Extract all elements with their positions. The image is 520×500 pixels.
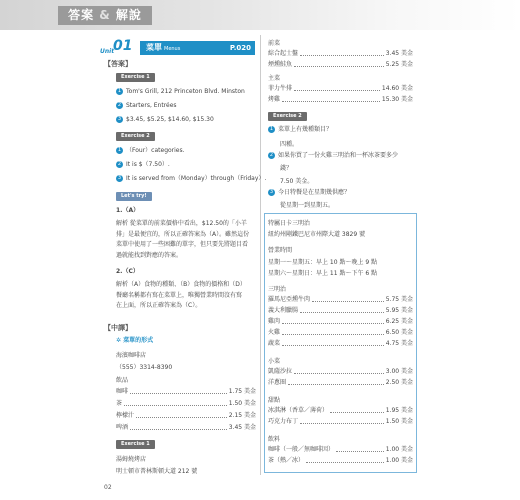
unit-number-tag xyxy=(100,38,140,56)
sides-heading: 小菜 xyxy=(268,358,281,365)
ex2-answer-1 xyxy=(116,146,185,155)
right-q3-answer: 從星期一到星期五。 xyxy=(280,202,335,209)
lets-try-q2-label: 2.（C） xyxy=(116,268,139,275)
right-q3 xyxy=(268,188,350,197)
menu-row xyxy=(268,60,413,69)
ex2-answer-2 xyxy=(116,160,170,169)
number-1-icon: 1 xyxy=(117,147,122,153)
column-divider xyxy=(260,35,261,475)
dot-leader xyxy=(300,49,384,56)
sandwich-heading: 三明治 xyxy=(268,286,287,293)
number-2-icon: 2 xyxy=(117,161,122,167)
menu-item-price: 1.95 美金 xyxy=(385,407,413,414)
drinks-heading-right: 飲料 xyxy=(268,436,281,443)
right-q3-text: 今日特餐是在星期幾供應？ xyxy=(278,189,351,196)
section-title xyxy=(58,6,152,25)
dot-leader xyxy=(136,411,227,418)
gear-icon: ✲ xyxy=(116,337,124,344)
menu-item-name: 火雞 xyxy=(268,329,281,336)
ex1-answer-1-text: Tom's Grill, 212 Princeton Blvd. Minston xyxy=(126,88,245,95)
q2-line-3: 在上面，所以正確答案為（C）。 xyxy=(116,302,202,309)
right-q2-text-b: 錢？ xyxy=(280,165,293,172)
menu-row xyxy=(268,339,413,348)
dot-leader xyxy=(282,317,384,324)
lets-try-q1-explanation xyxy=(116,219,256,261)
dot-leader xyxy=(294,84,380,91)
number-3-icon: 3 xyxy=(117,116,122,122)
menu-item-name: 菲力牛排 xyxy=(268,85,293,92)
menu-row xyxy=(116,399,256,408)
translation-heading-text: 菜單的形式 xyxy=(123,337,154,344)
menu-row xyxy=(268,456,413,465)
menu-item-price: 1.00 美金 xyxy=(385,457,413,464)
menu-item-price: 14.60 美金 xyxy=(381,85,413,92)
menu-item-price: 3.00 美金 xyxy=(385,368,413,375)
translation-label: 【中譯】 xyxy=(104,324,132,332)
number-1-icon: 1 xyxy=(269,126,274,132)
page-number: 02 xyxy=(104,484,112,491)
menu-row xyxy=(268,84,413,93)
unit-page-ref: P.020 xyxy=(229,44,251,52)
menu-row xyxy=(268,328,413,337)
ex1-answer-1 xyxy=(116,87,245,96)
dot-leader xyxy=(294,60,384,67)
menu-row xyxy=(268,95,413,104)
dot-leader xyxy=(294,367,384,374)
dot-leader xyxy=(130,423,227,430)
q1-line-3: 菜單中使用了一些困難的單字，但只要先將題目看 xyxy=(116,241,249,248)
menu-item-name: 義大利臘腸 xyxy=(268,307,299,314)
dot-leader xyxy=(330,406,384,413)
title-ampersand: & xyxy=(99,8,111,22)
menu-item-name: 咖啡（一般／無咖啡因） xyxy=(268,446,335,453)
menu-item-price: 2.15 美金 xyxy=(228,412,256,419)
number-2-icon: 2 xyxy=(269,152,274,158)
right-q1-text: 菜單上有幾種類目？ xyxy=(278,126,333,133)
hours-weekend: 星期六～星期日：早上 11 點～下午 6 點 xyxy=(268,270,378,277)
menu-item-price: 5.75 美金 xyxy=(385,296,413,303)
unit-title xyxy=(146,41,180,56)
ex2-answer-2-text: It is $（7.50）. xyxy=(126,161,170,168)
q1-line-1: 解析 從菜單的前菜價格中看出，$12.50的「小羊 xyxy=(116,220,247,227)
title-answers: 答案 xyxy=(68,8,95,22)
menu-item-name: 洋蔥圈 xyxy=(268,379,287,386)
dot-leader xyxy=(300,306,384,313)
menu-item-price: 1.50 美金 xyxy=(385,418,413,425)
menu-item-name: 煙燻鮭魚 xyxy=(268,61,293,68)
dot-leader xyxy=(282,328,384,335)
hours-weekday: 星期一～星期五：早上 10 點～晚上 9 點 xyxy=(268,259,378,266)
menu-item-name: 凱薩沙拉 xyxy=(268,368,293,375)
menu-item-price: 1.00 美金 xyxy=(385,446,413,453)
restaurant-phone: （555）3314-8390 xyxy=(116,364,173,371)
dot-leader xyxy=(306,456,384,463)
menu-item-price: 15.30 美金 xyxy=(381,96,413,103)
menu-item-price: 1.50 美金 xyxy=(228,400,256,407)
right-q2-text-a: 如果你買了一份火雞三明治和一杯冰茶要多少 xyxy=(278,152,399,159)
translation-exercise1-tag: Exercise 1 xyxy=(116,440,155,449)
q2-line-1: 解析（A）食物的種類、（B）食物的價格和（D） xyxy=(116,281,246,288)
dot-leader xyxy=(336,445,384,452)
drinks-heading: 飲品 xyxy=(116,377,129,384)
unit-title-en: Menus xyxy=(164,46,181,52)
menu-item-price: 1.75 美金 xyxy=(228,388,256,395)
right-exercise2-tag: Exercise 2 xyxy=(268,112,307,121)
menu-item-price: 3.45 美金 xyxy=(228,424,256,431)
menu-item-name: 茶（熱／冰） xyxy=(268,457,305,464)
lets-try-tag: Let's try! xyxy=(116,192,152,201)
menu-row xyxy=(268,367,413,376)
hours-heading: 營業時間 xyxy=(268,247,293,254)
dot-leader xyxy=(124,399,227,406)
menu-row xyxy=(268,417,413,426)
menu-item-price: 5.95 美金 xyxy=(385,307,413,314)
right-q2 xyxy=(268,151,398,160)
menu-item-price: 2.50 美金 xyxy=(385,379,413,386)
menu-item-name: 咖啡 xyxy=(116,388,129,395)
unit-title-zh: 菜單 xyxy=(146,43,162,52)
menu-item-price: 3.45 美金 xyxy=(385,50,413,57)
page-header xyxy=(0,0,520,30)
ex1-restaurant-address: 明士頓市普林斯頓大道 212 號 xyxy=(116,468,198,475)
ex2-answer-1-text: （Four）categories. xyxy=(126,147,185,154)
deli-address: 紐約州剛鐵巴尼市州際大道 3829 號 xyxy=(268,231,366,238)
menu-item-name: 綜合起士盤 xyxy=(268,50,299,57)
menu-row xyxy=(268,317,413,326)
exercise1-tag: Exercise 1 xyxy=(116,73,155,82)
right-q1 xyxy=(268,125,332,134)
dot-leader xyxy=(282,339,384,346)
unit-word: Unit xyxy=(100,48,115,55)
answers-label: 【答案】 xyxy=(104,60,132,68)
deli-name: 特屬日卡三明治 xyxy=(268,220,311,227)
menu-row xyxy=(116,411,256,420)
menu-item-name: 巧克力布丁 xyxy=(268,418,299,425)
right-q1-answer: 四種。 xyxy=(280,141,299,148)
ex2-answer-3 xyxy=(116,174,266,183)
ex1-answer-2 xyxy=(116,101,177,110)
unit-banner xyxy=(100,38,255,55)
dot-leader xyxy=(130,387,227,394)
ex2-answer-3-text: It is served from（Monday）through（Friday）. xyxy=(126,175,267,182)
menu-item-price: 4.75 美金 xyxy=(385,340,413,347)
desserts-heading: 甜點 xyxy=(268,397,281,404)
restaurant-name: 海濱咖啡店 xyxy=(116,352,147,359)
number-1-icon: 1 xyxy=(117,88,122,94)
q1-line-4: 過就能找到對應的答案。 xyxy=(116,251,183,259)
menu-row xyxy=(268,406,413,415)
menu-item-name: 啤酒 xyxy=(116,424,129,431)
menu-item-name: 雞肉 xyxy=(268,318,281,325)
ex1-answer-3-text: $3.45, $5.25, $14.60, $15.30 xyxy=(126,116,214,123)
menu-row xyxy=(268,49,413,58)
menu-row xyxy=(268,306,413,315)
menu-item-name: 檸檬汁 xyxy=(116,412,135,419)
q2-line-2: 餐廳名稱都有寫在菜單上，唯獨營業時間沒有寫 xyxy=(116,291,243,299)
translation-heading xyxy=(116,336,153,345)
menu-item-name: 烤雞 xyxy=(268,96,281,103)
right-q2-answer: 7.50 美金。 xyxy=(280,178,314,185)
starters-heading: 前菜 xyxy=(268,40,281,47)
dot-leader xyxy=(288,378,384,385)
entrees-heading: 主菜 xyxy=(268,75,281,82)
title-explanation: 解說 xyxy=(115,8,142,22)
menu-row xyxy=(116,423,256,432)
number-3-icon: 3 xyxy=(117,175,122,181)
menu-item-name: 蔬菜 xyxy=(268,340,281,347)
ex1-answer-3 xyxy=(116,115,214,124)
dot-leader xyxy=(300,417,384,424)
menu-row xyxy=(116,387,256,396)
number-3-icon: 3 xyxy=(269,189,274,195)
ex1-restaurant-name: 湯姆燒烤店 xyxy=(116,456,147,463)
menu-row xyxy=(268,378,413,387)
dot-leader xyxy=(312,295,384,302)
menu-row xyxy=(268,445,413,454)
lets-try-q1-label: 1.（A） xyxy=(116,207,140,214)
menu-item-price: 5.25 美金 xyxy=(385,61,413,68)
lets-try-q2-explanation xyxy=(116,280,256,312)
ex1-answer-2-text: Starters, Entrées xyxy=(126,102,177,109)
menu-item-name: 茶 xyxy=(116,400,123,407)
menu-row xyxy=(268,295,413,304)
dot-leader xyxy=(282,95,380,102)
q1-line-2: 排」是最便宜的，所以正確答案為（A）。雖然這份 xyxy=(116,230,250,238)
menu-item-name: 冰淇淋（香草／薄荷） xyxy=(268,407,329,414)
exercise2-tag: Exercise 2 xyxy=(116,132,155,141)
menu-item-price: 6.50 美金 xyxy=(385,329,413,336)
menu-item-price: 6.25 美金 xyxy=(385,318,413,325)
menu-item-name: 羅馬尼亞燻牛肉 xyxy=(268,296,311,303)
number-2-icon: 2 xyxy=(117,102,122,108)
unit-number: 01 xyxy=(113,38,133,54)
